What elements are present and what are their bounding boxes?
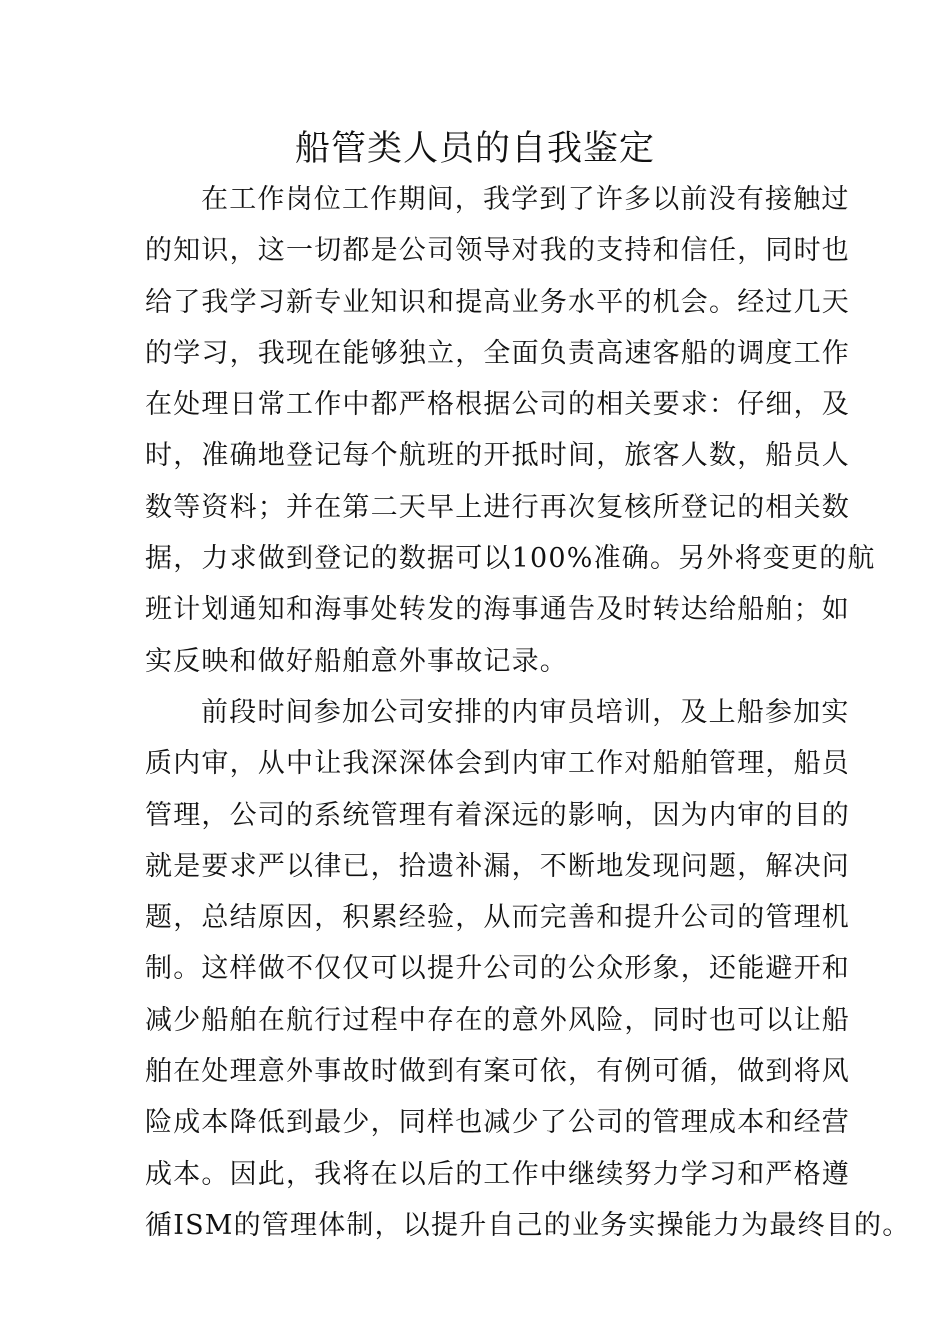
paragraph-line: 舶在处理意外事故时做到有案可依，有例可循，做到将风 — [145, 1056, 850, 1088]
paragraph-line: 制。这样做不仅仅可以提升公司的公众形象，还能避开和 — [145, 953, 850, 985]
paragraph-line: 成本。因此，我将在以后的工作中继续努力学习和严格遵 — [145, 1158, 850, 1190]
paragraph-line: 减少船舶在航行过程中存在的意外风险，同时也可以让船 — [145, 1004, 850, 1036]
document-body — [145, 174, 911, 1251]
paragraph-line: 的知识，这一切都是公司领导对我的支持和信任，同时也 — [145, 235, 850, 267]
document-title: 船管类人员的自我鉴定 — [294, 129, 655, 169]
paragraph-line: 前段时间参加公司安排的内审员培训，及上船参加实 — [201, 696, 850, 728]
paragraph-line: 实反映和做好船舶意外事故记录。 — [145, 645, 568, 677]
paragraph-line: 班计划通知和海事处转发的海事通告及时转达给船舶；如 — [145, 594, 850, 626]
paragraph-line: 在工作岗位工作期间，我学到了许多以前没有接触过 — [201, 184, 850, 215]
paragraph-line: 管理，公司的系统管理有着深远的影响，因为内审的目的 — [145, 799, 850, 831]
paragraph-line: 就是要求严以律已，拾遗补漏，不断地发现问题，解决问 — [145, 850, 850, 882]
paragraph-2 — [145, 687, 911, 1251]
paragraph-line: 险成本降低到最少，同样也减少了公司的管理成本和经营 — [145, 1107, 850, 1139]
paragraph-line: 给了我学习新专业知识和提高业务水平的机会。经过几天 — [145, 286, 850, 318]
paragraph-line: 题，总结原因，积累经验，从而完善和提升公司的管理机 — [145, 902, 850, 934]
paragraph-line: 时，准确地登记每个航班的开抵时间，旅客人数，船员人 — [145, 440, 850, 472]
paragraph-line: 的学习，我现在能够独立，全面负责高速客船的调度工作 — [145, 337, 850, 369]
paragraph-line: 数等资料；并在第二天早上进行再次复核所登记的相关数 — [145, 491, 850, 523]
paragraph-line: 循ISM的管理体制，以提升自己的业务实操能力为最终目的。 — [145, 1209, 911, 1241]
paragraph-1 — [145, 174, 876, 687]
paragraph-line: 据，力求做到登记的数据可以100%准确。另外将变更的航 — [145, 543, 876, 575]
paragraph-line: 质内审，从中让我深深体会到内审工作对船舶管理，船员 — [145, 748, 850, 780]
paragraph-line: 在处理日常工作中都严格根据公司的相关要求：仔细，及 — [145, 389, 850, 421]
